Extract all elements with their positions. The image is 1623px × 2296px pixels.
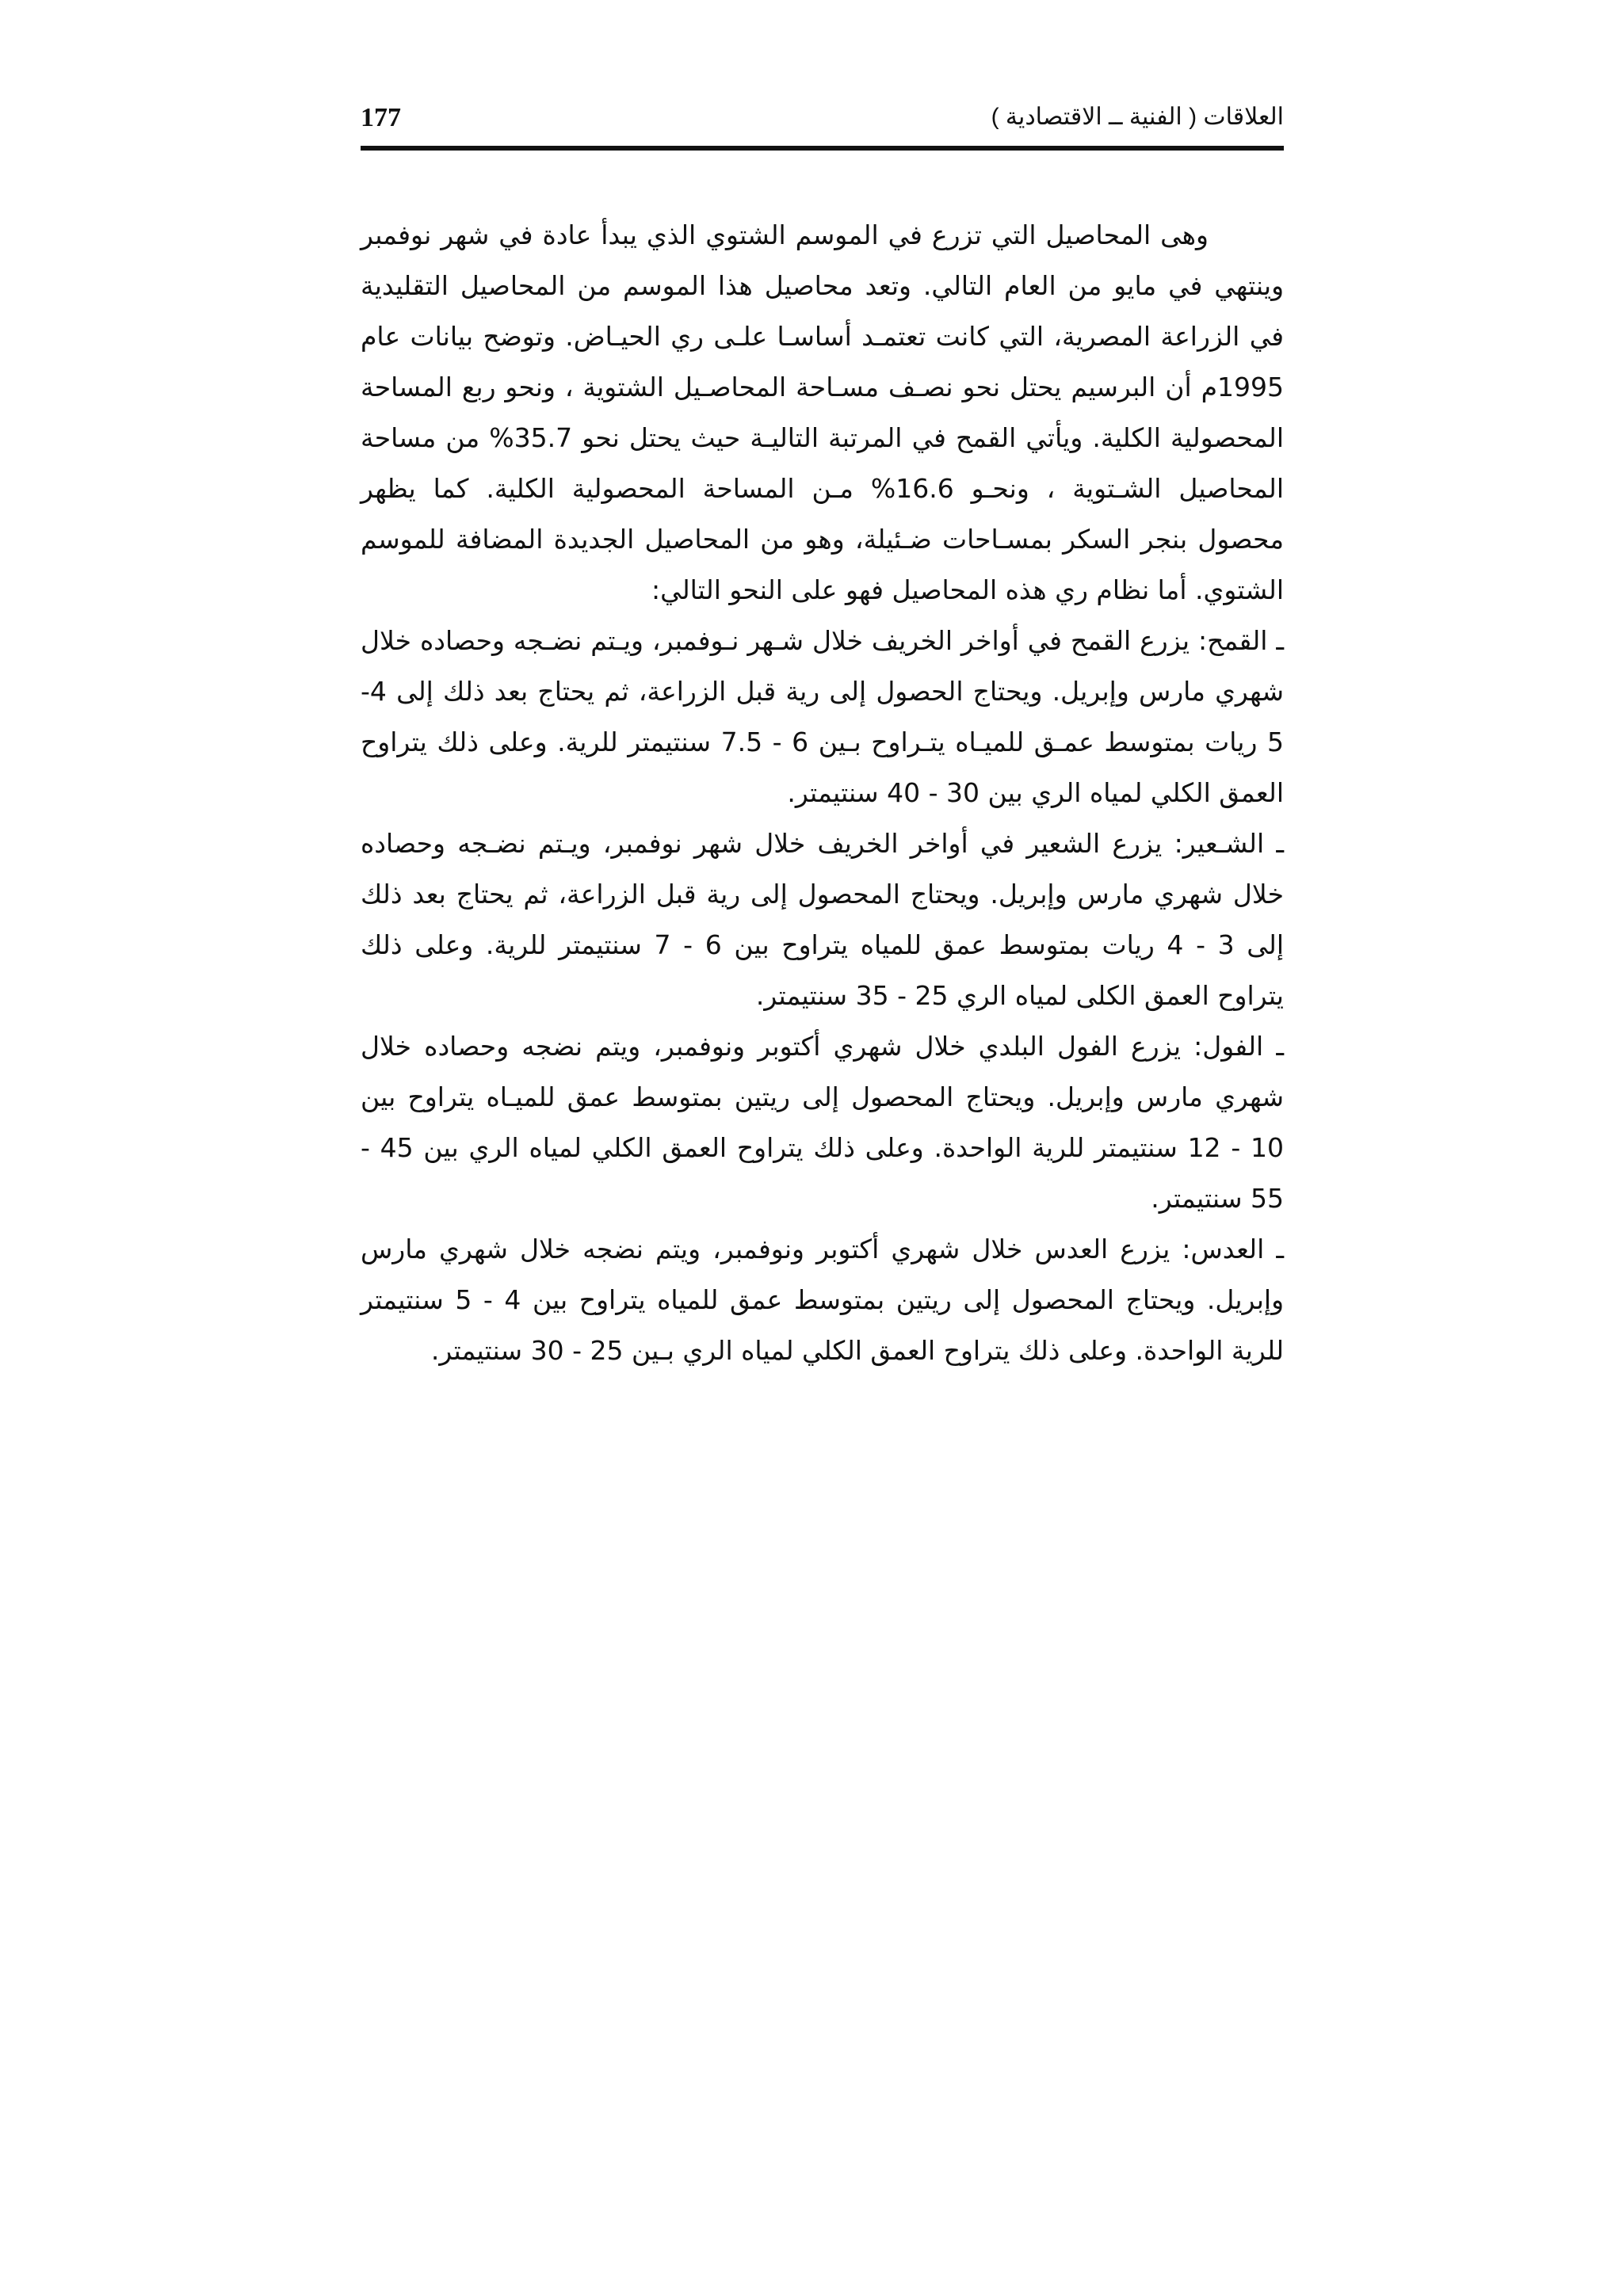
page-number: 177	[361, 103, 401, 132]
paragraph-intro: وهى المحاصيل التي تزرع في الموسم الشتوي الذي يبدأ عادة في شهر نوفمبر وينتهي في مايو من العام التالي. وتعد محاصيل هذا الموسم من المحاصيل التقليدية في الزراعة المصرية، التي كانت تعتمـد أساسـا علـى ري الحيـاض. وتوضح بيانات عام 1995م أن البرسيم يحتل نحو نصـف مسـاحة المحاصـيل الشتوية ، ونحو ربع المساحة المحصولية الكلية. ويأتي القمح في المرتبة التاليـة حيث يحتل نحو 35.7% من مساحة المحاصيل الشـتوية ، ونحـو 16.6% مـن المساحة المحصولية الكلية. كما يظهر محصول بنجر السكر بمسـاحات ضـئيلة، وهو من المحاصيل الجديدة المضافة للموسم الشتوي. أما نظام ري هذه المحاصيل فهو على النحو التالي:	[361, 219, 1284, 605]
paragraph-wheat: ـ القمح: يزرع القمح في أواخر الخريف خلال شـهر نـوفمبر، ويـتم نضـجه وحصاده خلال شهري مارس وإبريل. ويحتاج الحصول إلى رية قبل الزراعة، ثم يحتاج بعد ذلك إلى 4- 5 ريات بمتوسط عمـق للميـاه يتـراوح بـين 6 - 7.5 سنتيمتر للرية. وعلى ذلك يتراوح العمق الكلي لمياه الري بين 30 - 40 سنتيمتر.	[361, 625, 1284, 808]
header-divider	[361, 146, 1284, 151]
running-title: العلاقات ( الفنية ــ الاقتصادية )	[991, 104, 1284, 130]
running-header	[361, 95, 1284, 143]
paragraph-barley: ـ الشـعير: يزرع الشعير في أواخر الخريف خلال شهر نوفمبر، ويـتم نضـجه وحصاده خلال شهري مارس وإبريل. ويحتاج المحصول إلى رية قبل الزراعة، ثم يحتاج بعد ذلك إلى 3 - 4 ريات بمتوسط عمق للمياه يتراوح بين 6 - 7 سنتيمتر للرية. وعلى ذلك يتراوح العمق الكلى لمياه الري 25 - 35 سنتيمتر.	[361, 828, 1284, 1011]
paragraph-beans: ـ الفول: يزرع الفول البلدي خلال شهري أكتوبر ونوفمبر، ويتم نضجه وحصاده خلال شهري مارس وإبريل. ويحتاج المحصول إلى ريتين بمتوسط عمق للميـاه يتراوح بين 10 - 12 سنتيمتر للرية الواحدة. وعلى ذلك يتراوح العمق الكلي لمياه الري بين 45 - 55 سنتيمتر.	[361, 1031, 1284, 1214]
body-text	[361, 210, 1284, 1376]
paragraph-lentils: ـ العدس: يزرع العدس خلال شهري أكتوبر ونوفمبر، ويتم نضجه خلال شهري مارس وإبريل. ويحتاج المحصول إلى ريتين بمتوسط عمق للمياه يتراوح بين 4 - 5 سنتيمتر للرية الواحدة. وعلى ذلك يتراوح العمق الكلي لمياه الري بـين 25 - 30 سنتيمتر.	[361, 1234, 1285, 1366]
